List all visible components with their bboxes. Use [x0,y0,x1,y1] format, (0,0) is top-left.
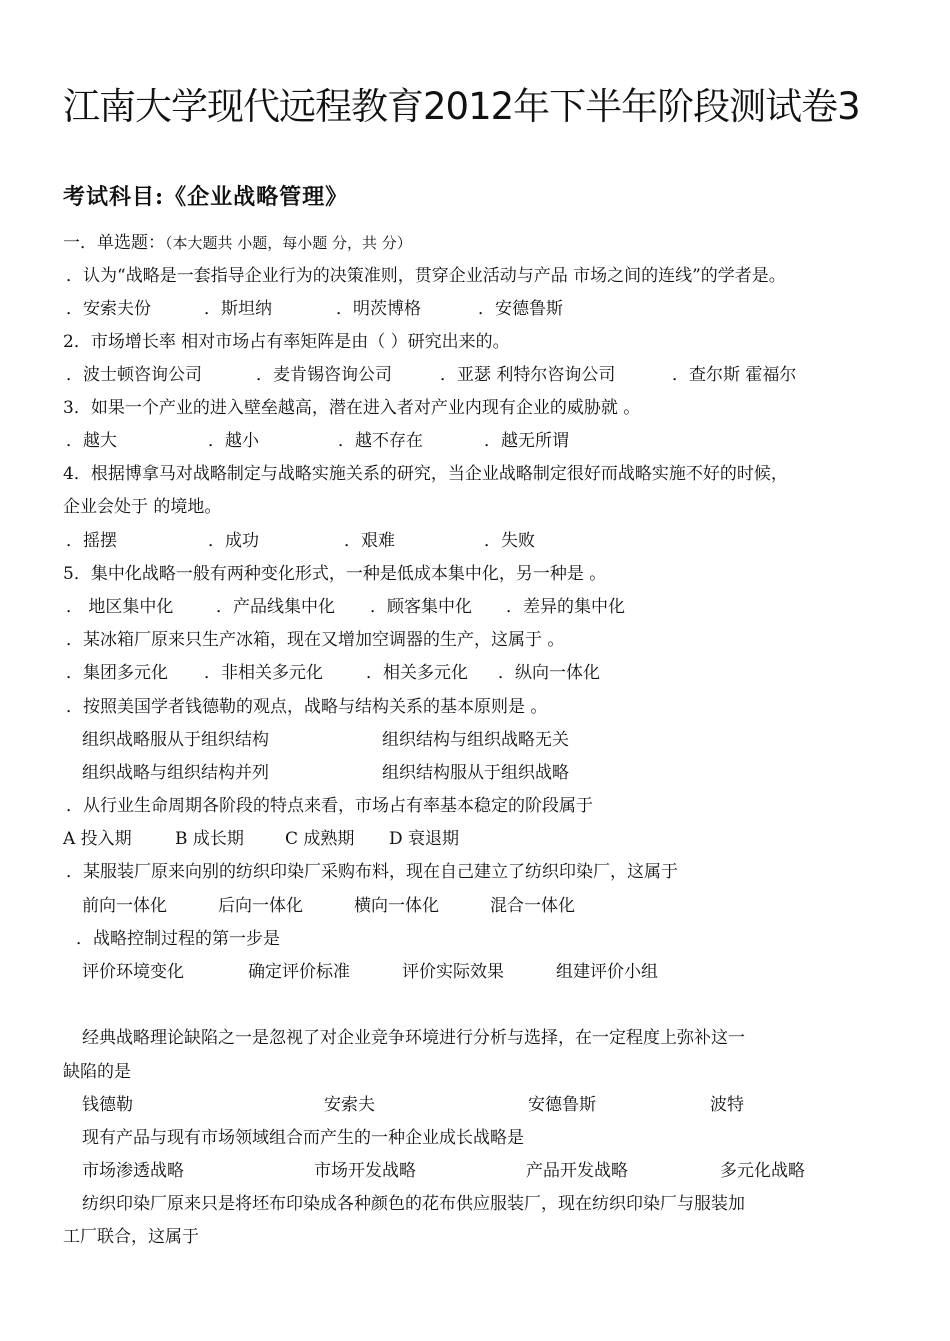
question-11-cont: 缺陷的是 [63,1062,131,1082]
option-a: ．摇摆 [66,531,117,551]
question-6: ．某冰箱厂原来只生产冰箱，现在又增加空调器的生产，这属于 。 [66,630,565,650]
question-12: 现有产品与现有市场领域组合而产生的一种企业成长战略是 [82,1128,524,1148]
option-c: 产品开发战略 [526,1161,628,1181]
option-c: ．越不存在 [338,431,423,451]
option-c: ．明茨博格 [336,299,421,319]
question-3: 3．如果一个产业的进入壁垒越高，潜在进入者对产业内现有企业的威胁就 。 [63,398,641,418]
option-a: ．越大 [66,431,117,451]
question-2: 2．市场增长率 相对市场占有率矩阵是由（ ）研究出来的。 [63,332,510,352]
question-9: ．某服装厂原来向别的纺织印染厂采购布料，现在自己建立了纺织印染厂，这属于 [66,862,678,882]
option-d: ．失败 [484,531,535,551]
option-b: 确定评价标准 [248,962,350,982]
option-d: ．安德鲁斯 [478,299,563,319]
section-title: 一．单选题： [63,233,165,253]
question-1: ．认为“战略是一套指导企业行为的决策准则，贯穿企业活动与产品 市场之间的连线”的学者是。 [66,266,786,286]
option-d: ．查尔斯 霍福尔 [672,365,797,385]
option-a: 前向一体化 [82,896,167,916]
option-b: 组织结构与组织战略无关 [382,730,569,750]
option-c: ．艰难 [344,531,395,551]
question-13: 纺织印染厂原来只是将坯布印染成各种颜色的花布供应服装厂，现在纺织印染厂与服装加 [82,1194,745,1214]
option-b: ．斯坦纳 [204,299,272,319]
option-b: 后向一体化 [218,896,303,916]
option-d: 多元化战略 [720,1161,805,1181]
option-d: 混合一体化 [490,896,575,916]
option-a: A 投入期 [63,829,132,849]
option-a: 评价环境变化 [82,962,184,982]
section-note: （本大题共 小题，每小题 分，共 分） [165,234,412,252]
option-b: B 成长期 [175,829,244,849]
question-5: 5．集中化战略一般有两种变化形式，一种是低成本集中化，另一种是 。 [63,564,607,584]
option-c: 评价实际效果 [402,962,504,982]
question-4: 4．根据博拿马对战略制定与战略实施关系的研究，当企业战略制定很好而战略实施不好的时候， [63,464,788,484]
option-a: 组织战略服从于组织结构 [82,730,269,750]
option-b: ．产品线集中化 [216,597,335,617]
option-a: 钱德勒 [82,1095,133,1115]
question-10: ．战略控制过程的第一步是 [76,929,280,949]
option-a: ．集团多元化 [66,663,168,683]
option-d: ．差异的集中化 [506,597,625,617]
option-c: 横向一体化 [354,896,439,916]
option-a: ． 地区集中化 [66,597,174,617]
page-title: 江南大学现代远程教育2012年下半年阶段测试卷3 [63,85,860,128]
option-d: 波特 [710,1095,744,1115]
question-11: 经典战略理论缺陷之一是忽视了对企业竞争环境进行分析与选择，在一定程度上弥补这一 [82,1028,745,1048]
exam-subject: 考试科目:《企业战略管理》 [63,184,349,210]
option-c: C 成熟期 [285,829,355,849]
option-d: ．越无所谓 [484,431,569,451]
option-d: ．纵向一体化 [498,663,600,683]
option-a: ．安索夫份 [66,299,151,319]
option-c: 安德鲁斯 [528,1095,596,1115]
option-b: ．麦肯锡咨询公司 [256,365,392,385]
option-b: ．越小 [208,431,259,451]
question-4-cont: 企业会处于 的境地。 [63,497,222,517]
option-c: 组织战略与组织结构并列 [82,763,269,783]
option-c: ．相关多元化 [366,663,468,683]
question-8: ．从行业生命周期各阶段的特点来看，市场占有率基本稳定的阶段属于 [66,796,593,816]
option-d: 组建评价小组 [556,962,658,982]
option-b: 安索夫 [324,1095,375,1115]
option-b: 市场开发战略 [314,1161,416,1181]
option-a: 市场渗透战略 [82,1161,184,1181]
option-d: D 衰退期 [389,829,460,849]
option-d: 组织结构服从于组织战略 [382,763,569,783]
section-heading [63,232,412,254]
option-c: ．亚瑟 利特尔咨询公司 [440,365,616,385]
question-13-cont: 工厂联合，这属于 [63,1227,199,1247]
option-b: ．非相关多元化 [204,663,323,683]
option-c: ．顾客集中化 [370,597,472,617]
option-b: ．成功 [208,531,259,551]
option-a: ．波士顿咨询公司 [66,365,202,385]
question-7: ．按照美国学者钱德勒的观点，战略与结构关系的基本原则是 。 [66,697,548,717]
